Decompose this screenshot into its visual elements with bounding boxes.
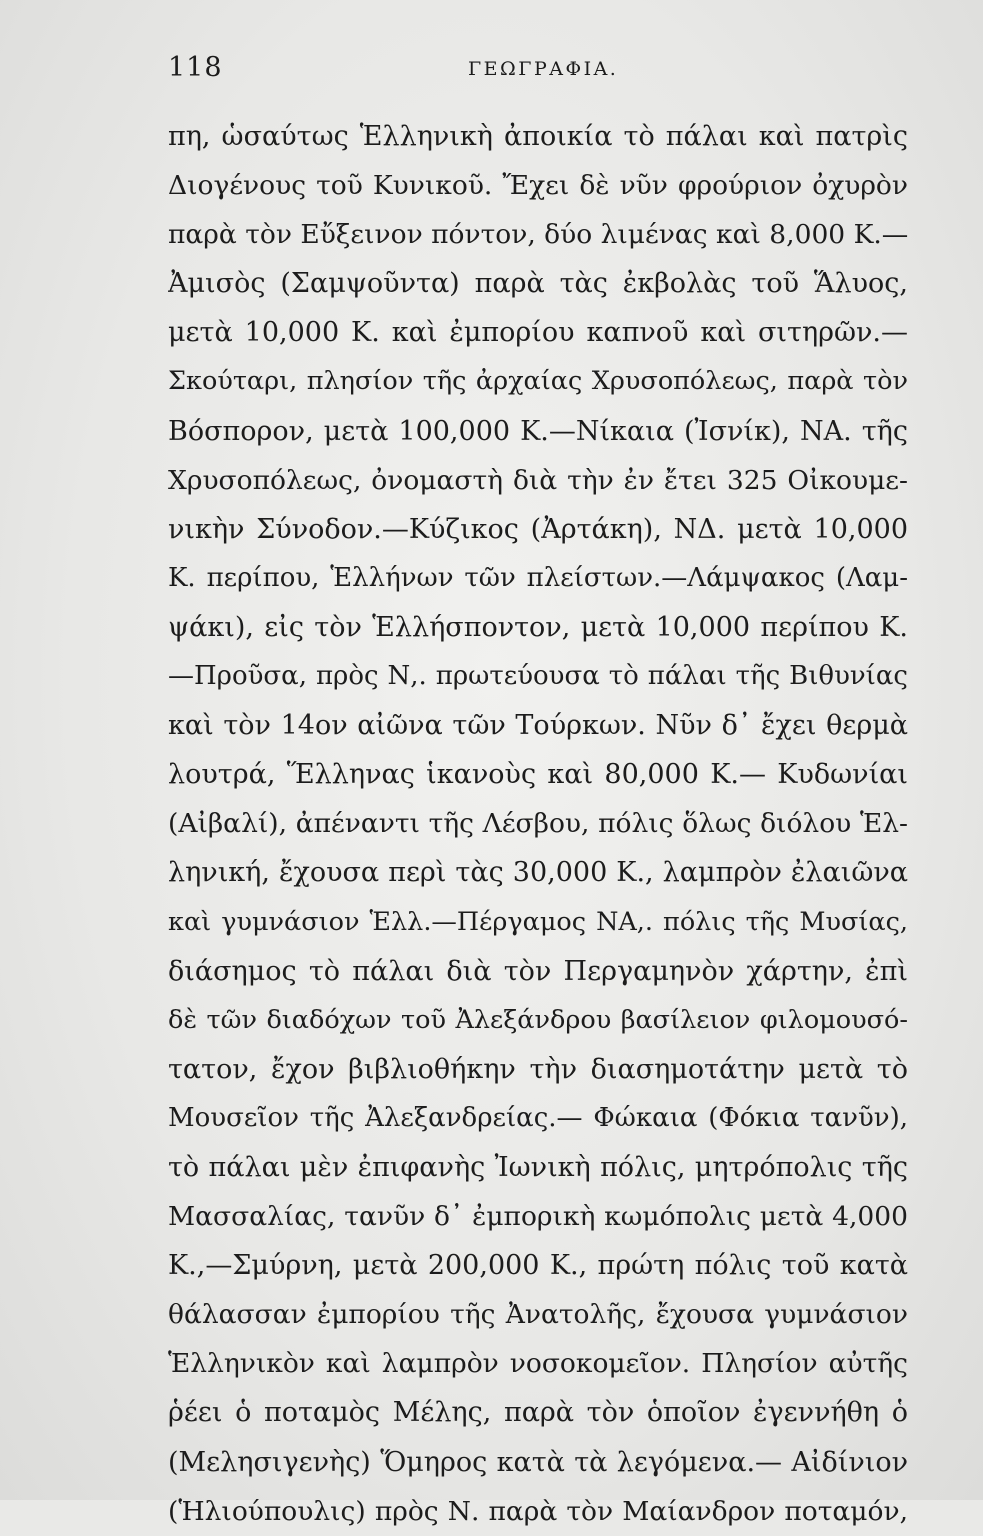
- text-line: πη, ὡσαύτως Ἑλληνικὴ ἀποικία τὸ πάλαι καὶ πατρὶς: [168, 121, 908, 152]
- text-line: τατον, ἔχον βιβλιοθήκην τὴν διασημοτάτην μετὰ τὸ: [168, 1053, 908, 1085]
- page-header: [168, 52, 908, 88]
- text-line: καὶ τὸν 14ον αἰῶνα τῶν Τούρκων. Νῦν δ᾽ ἔχει θερμὰ: [168, 710, 908, 742]
- text-line: Κ.,—Σμύρνη, μετὰ 200,000 Κ., πρώτη πόλις τοῦ κατὰ: [168, 1250, 908, 1282]
- text-line: τὸ πάλαι μὲν ἐπιφανὴς Ἰωνικὴ πόλις, μητρόπολις τῆς: [168, 1151, 908, 1183]
- text-line: διάσημος τὸ πάλαι διὰ τὸν Περγαμηνὸν χάρτην, ἐπὶ: [168, 955, 908, 987]
- text-line: Ἀμισὸς (Σαμψοῦντα) παρὰ τὰς ἐκβολὰς τοῦ Ἅλυος,: [168, 268, 908, 300]
- text-line: Βόσπορον, μετὰ 100,000 Κ.—Νίκαια (Ἰσνίκ), ΝΑ. τῆς: [168, 415, 908, 447]
- text-line: Σκούταρι, πλησίον τῆς ἀρχαίας Χρυσοπόλεως, παρὰ τὸν: [168, 366, 908, 397]
- page-number: 118: [168, 52, 223, 83]
- running-head: ΓΕΩΓΡΑΦΙΑ.: [468, 58, 619, 80]
- text-line: Κ. περίπου, Ἑλλήνων τῶν πλείστων.—Λάμψακος (Λαμ-: [168, 562, 908, 593]
- text-line: Μασσαλίας, τανῦν δ᾽ ἐμπορικὴ κωμόπολις μετὰ 4,000: [168, 1201, 908, 1233]
- text-line: λουτρά, Ἕλληνας ἱκανοὺς καὶ 80,000 Κ.— Κυδωνίαι: [168, 759, 908, 791]
- text-line: Διογένους τοῦ Κυνικοῦ. Ἔχει δὲ νῦν φρούριον ὀχυρὸν: [168, 170, 908, 202]
- text-line: —Προῦσα, πρὸς Ν,. πρωτεύουσα τὸ πάλαι τῆς Βιθυνίας: [168, 661, 908, 692]
- text-line: Μουσεῖον τῆς Ἀλεξανδρείας.— Φώκαια (Φόκια τανῦν),: [168, 1102, 908, 1133]
- text-line: ψάκι), εἰς τὸν Ἑλλήσποντον, μετὰ 10,000 περίπου Κ.: [168, 611, 908, 643]
- text-line: ῥέει ὁ ποταμὸς Μέλης, παρὰ τὸν ὁποῖον ἐγεννήθη ὁ: [168, 1397, 908, 1429]
- text-line: (Μελησιγενὴς) Ὅμηρος κατὰ τὰ λεγόμενα.— Αἰδίνιον: [168, 1446, 908, 1478]
- text-line: δὲ τῶν διαδόχων τοῦ Ἀλεξάνδρου βασίλειον φιλομουσό-: [168, 1004, 908, 1035]
- text-line: ληνική, ἔχουσα περὶ τὰς 30,000 Κ., λαμπρὸν ἐλαιῶνα: [168, 857, 908, 889]
- text-line: (Αἰβαλί), ἀπέναντι τῆς Λέσβου, πόλις ὅλως διόλου Ἑλ-: [168, 808, 908, 840]
- text-line: καὶ γυμνάσιον Ἑλλ.—Πέργαμος ΝΑ,. πόλις τῆς Μυσίας,: [168, 906, 908, 937]
- text-line: (Ἡλιούπουλις) πρὸς Ν. παρὰ τὸν Μαίανδρον ποταμόν,: [168, 1495, 908, 1527]
- text-line: νικὴν Σύνοδον.—Κύζικος (Ἀρτάκη), ΝΔ. μετὰ 10,000: [168, 513, 908, 545]
- body-text: [168, 112, 908, 1536]
- text-line: μετὰ 10,000 Κ. καὶ ἐμπορίου καπνοῦ καὶ σιτηρῶν.—: [168, 317, 908, 349]
- text-line: θάλασσαν ἐμπορίου τῆς Ἀνατολῆς, ἔχουσα γυμνάσιον: [168, 1299, 908, 1331]
- text-line: Χρυσοπόλεως, ὀνομαστὴ διὰ τὴν ἐν ἔτει 325 Οἰκουμε-: [168, 464, 908, 496]
- text-line: Ἑλληνικὸν καὶ λαμπρὸν νοσοκομεῖον. Πλησίον αὐτῆς: [168, 1348, 908, 1380]
- text-line: παρὰ τὸν Εὔξεινον πόντον, δύο λιμένας καὶ 8,000 Κ.—: [168, 219, 908, 251]
